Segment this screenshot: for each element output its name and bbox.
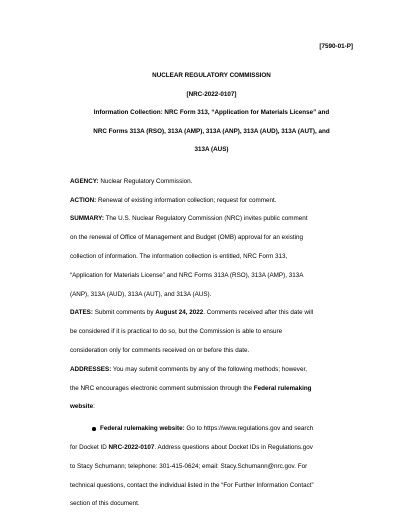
dates-line-2: be considered if it is practical to do so, but the Commission is able to ensure (70, 328, 283, 336)
bullet-line-2 (70, 445, 353, 451)
bullet-line-1 (100, 426, 353, 432)
title-line-1: Information Collection: NRC Form 313, “Application for Materials License” and (93, 108, 330, 116)
summary-line-2: on the renewal of Office of Management and Budget (OMB) approval for an existing (70, 234, 304, 242)
bullet-text-2-post: . Address questions about Docket IDs in Regulations.gov (154, 443, 313, 451)
addresses-line-3 (70, 404, 353, 410)
docket-id-bold: NRC-2022-0107 (108, 443, 155, 451)
comment-deadline-date: August 24, 2022 (155, 309, 204, 317)
agency-heading: NUCLEAR REGULATORY COMMISSION (152, 72, 271, 80)
addresses-text-2: the NRC encourages electronic comment submission through the (70, 384, 254, 392)
title-line-2: NRC Forms 313A (RSO), 313A (AMP), 313A (ANP), 313A (AUD), 313A (AUT), and (93, 127, 330, 135)
dates-section (70, 310, 353, 354)
addresses-label: ADDRESSES: (70, 365, 112, 373)
summary-section (70, 216, 353, 297)
bullet-line-3: to Stacy Schumann; telephone: 301-415-0624; email: Stacy.Schumann@nrc.gov. For (70, 462, 308, 470)
federal-rulemaking-bold: Federal rulemaking (253, 384, 312, 392)
document-control-number: [7590-01-P] (319, 43, 353, 50)
addresses-section (70, 367, 353, 411)
action-section (70, 198, 353, 204)
action-label: ACTION: (70, 196, 97, 204)
bullet-text-1: Go to https://www.regulations.gov and search (184, 425, 314, 433)
dates-pre: Submit comments by (92, 309, 156, 317)
bullet-text-2-pre: for Docket ID (70, 443, 109, 451)
agency-label: AGENCY: (70, 177, 99, 185)
agency-section (70, 179, 353, 185)
website-bold: website (70, 403, 94, 411)
bullet-line-5: section of this document. (70, 500, 140, 508)
bullet-dot-icon (92, 427, 96, 431)
summary-line-5: (ANP), 313A (AUD), 313A (AUT), and 313A (AUS). (70, 290, 212, 298)
bullet-label: Federal rulemaking website: (100, 425, 185, 433)
addresses-colon: : (93, 403, 95, 411)
dates-post: . Comments received after this date will (203, 309, 314, 317)
docket-number: [NRC-2022-0107] (186, 90, 237, 98)
addresses-line-2 (70, 386, 353, 392)
bullet-federal-rulemaking (70, 426, 353, 432)
summary-label: SUMMARY: (70, 215, 104, 223)
addresses-text-1: You may submit comments by any of the following methods; however, (111, 365, 307, 373)
agency-text: Nuclear Regulatory Commission. (98, 177, 193, 185)
bullet-continuation (70, 445, 353, 508)
summary-line-3: collection of information. The information collection is entitled, NRC Form 313, (70, 252, 288, 260)
dates-label: DATES: (70, 309, 93, 317)
summary-line-4: “Application for Materials License” and NRC Forms 313A (RSO), 313A (AMP), 313A (70, 271, 304, 279)
agency-line (70, 179, 353, 185)
bullet-line-4: technical questions, contact the individual listed in the “For Further Information Contact” (70, 481, 314, 489)
addresses-line-1 (70, 367, 353, 373)
title-line-3: 313A (AUS) (194, 146, 229, 154)
summary-text-1: The U.S. Nuclear Regulatory Commission (NRC) invites public comment (103, 215, 308, 223)
action-line (70, 198, 353, 204)
dates-line-3: consideration only for comments received on or before this date. (70, 346, 250, 354)
dates-line-1 (70, 310, 353, 316)
action-text: Renewal of existing information collection; request for comment. (96, 196, 277, 204)
summary-line-1 (70, 216, 353, 222)
